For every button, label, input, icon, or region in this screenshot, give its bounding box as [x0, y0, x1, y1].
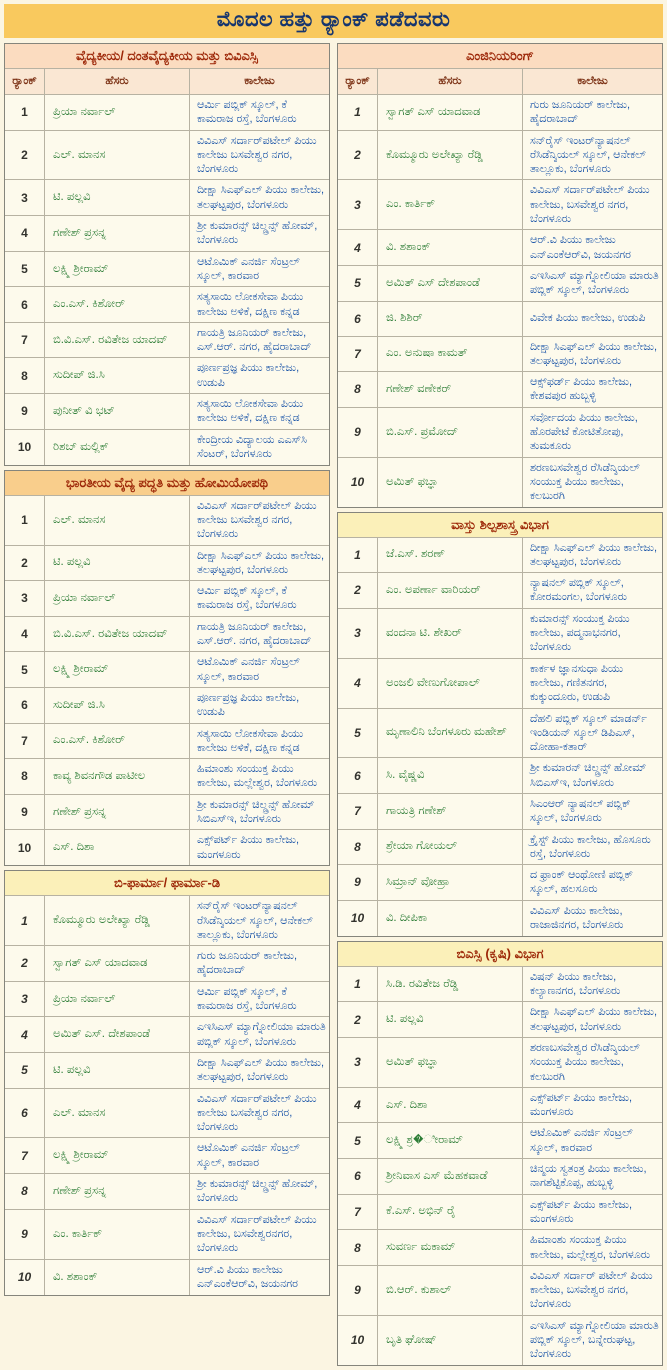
left-column	[4, 43, 330, 1296]
table-columns	[4, 43, 663, 1366]
table-row	[5, 1138, 329, 1174]
rank-cell: 6	[5, 1089, 45, 1138]
name-cell: ಶ್ರೀನಿವಾಸ ಎಸ್ ಮೆಹಕವಾಡೆ	[378, 1159, 523, 1194]
table-row	[5, 652, 329, 688]
college-cell: ದೆಹಲಿ ಪಬ್ಲಿಕ್ ಸ್ಕೂಲ್ ಮಾಡರ್ನ್ ಇಂಡಿಯನ್ ಸ್ಕೂಲ್ ಡಿಪಿಎಸ್, ದೋಹಾ-ಕತಾರ್	[530, 712, 647, 754]
name-cell: ಪುನೀತ್ ವಿ ಭಟ್	[45, 394, 190, 429]
college-cell: ಹಿಮಾಂಶು ಸಂಯುಕ್ತ ಪಿಯು ಕಾಲೇಜು, ಮಲ್ಲೇಶ್ವರ, ಬೆಂಗಳೂರು	[530, 1234, 651, 1261]
rank-cell: 7	[338, 794, 378, 829]
college-cell: ಆಟೊಮಿಕ್ ಎನರ್ಜಿ ಸೆಂಟ್ರಲ್ ಸ್ಕೂಲ್, ಕಾರವಾರ	[197, 255, 300, 282]
college-cell: ದೀಕ್ಷಾ ಸಿಎಫ್‌ಎಲ್ ಪಿಯು ಕಾಲೇಜು, ತಲಘಟ್ಟಪುರ, ಬೆಂಗಳೂರು	[530, 1006, 658, 1033]
table-row	[338, 1159, 662, 1195]
name-cell: ಲಕ್ಷ್ಮಿ ಶ್ರೀರಾಮ್	[45, 1138, 190, 1173]
rank-cell: 10	[5, 830, 45, 865]
table-row	[338, 758, 662, 794]
name-column-header: ಹೆಸರು	[45, 69, 190, 94]
table-row	[5, 180, 329, 216]
college-cell: ವಿವಿಎಸ್ ಸರ್ದಾರ್ ಪಟೇಲ್ ಪಿಯು ಕಾಲೇಜು, ಬಸವೇಶ್ವರ ನಗರ, ಬೆಂಗಳೂರು	[530, 1269, 653, 1311]
section-title: ಭಾರತೀಯ ವೈದ್ಯ ಪದ್ಧತಿ ಮತ್ತು ಹೋಮಿಯೋಪಥಿ	[5, 471, 329, 496]
table-row	[5, 1174, 329, 1210]
name-cell: ಟಿ. ಪಲ್ಲವಿ	[45, 546, 190, 581]
college-column-header: ಕಾಲೇಜು	[244, 75, 275, 87]
college-cell: ಗಾಯತ್ರಿ ಜೂನಿಯರ್ ಕಾಲೇಜು, ಎಸ್.ಆರ್. ನಗರ, ಹೈದರಾಬಾದ್	[197, 326, 312, 354]
table-row	[338, 609, 662, 659]
name-cell: ಕೊಮ್ಮೂರು ಅಲೇಖ್ಯಾ ರೆಡ್ಡಿ	[378, 131, 523, 180]
rank-cell: 3	[5, 982, 45, 1017]
rank-column-header: ರ‍್ಯಾಂಕ್	[5, 69, 45, 94]
rank-cell: 2	[5, 946, 45, 981]
name-cell: ಕೆ.ಎಸ್. ಅಭಿನ್ ರೈ	[378, 1195, 523, 1230]
table-row	[5, 724, 329, 760]
rank-cell: 10	[338, 458, 378, 507]
college-cell: ದೀಕ್ಷಾ ಸಿಎಫ್‌ಎಲ್ ಪಿಯು ಕಾಲೇಜು, ತಲಘಟ್ಟಪುರ, ಬೆಂಗಳೂರು	[530, 340, 658, 367]
rank-cell: 7	[338, 1195, 378, 1230]
rank-cell: 3	[338, 1038, 378, 1087]
name-cell: ಸಿಮ್ರಾನ್ ವೋಹ್ರಾ	[378, 865, 523, 900]
table-row	[338, 901, 662, 936]
name-cell: ಸ್ವಾಗತ್ ಎಸ್ ಯಾದವಾಡ	[45, 946, 190, 981]
college-cell: ಕೇಂದ್ರೀಯ ವಿದ್ಯಾಲಯ ಎಎಸ್‌ಸಿ ಸೆಂಟರ್, ಬೆಂಗಳೂರು	[197, 433, 307, 461]
table-row	[5, 95, 329, 131]
rank-cell: 1	[338, 95, 378, 130]
rank-cell: 5	[5, 252, 45, 287]
rank-column-header: ರ‍್ಯಾಂಕ್	[338, 69, 378, 94]
rank-cell: 1	[338, 967, 378, 1002]
name-cell: ಅಮಿತ್ ಎಸ್ ದೇಶಪಾಂಡೆ	[378, 266, 523, 301]
rank-cell: 10	[5, 430, 45, 465]
name-cell: ಅಮಿತ್ ಎಸ್. ದೇಶಪಾಂಡೆ	[45, 1017, 190, 1052]
name-cell: ಸುವರ್ಣ ಮಕಾಮ್	[378, 1230, 523, 1265]
name-cell: ಸುದೀಪ್ ಜಿ.ಸಿ	[45, 688, 190, 723]
rank-cell: 3	[5, 581, 45, 616]
rank-cell: 6	[5, 688, 45, 723]
name-cell: ಅಂಜಲಿ ವೇಣುಗೋಪಾಲ್	[378, 659, 523, 708]
name-cell: ಟಿ. ಪಲ್ಲವಿ	[378, 1002, 523, 1037]
college-cell: ಶರಣಬಸವೇಶ್ವರ ರೆಸಿಡೆನ್ಶಿಯಲ್ ಸಂಯುಕ್ತ ಪಿಯು ಕಾಲೇಜು, ಕಲಬುರಗಿ	[530, 461, 640, 503]
college-cell: ಸರ್ವೋದಯ ಪಿಯು ಕಾಲೇಜು, ಹೊರಪೇಟೆ ಕೋಟಿತೋಪು, ತುಮಕೂರು	[530, 411, 638, 453]
name-cell: ವಿ. ಶಶಾಂಕ್	[378, 230, 523, 265]
table-row	[338, 1002, 662, 1038]
table-row	[5, 1089, 329, 1139]
table-row	[5, 216, 329, 252]
table-row	[338, 230, 662, 266]
table-row	[338, 709, 662, 759]
name-column-header: ಹೆಸರು	[378, 69, 523, 94]
name-cell: ಎಂ.ಎಸ್. ಕಿಶೋರ್	[45, 724, 190, 759]
rank-cell: 8	[5, 358, 45, 393]
college-cell: ಶ್ರೀ ಕುಮಾರನ್ಸ್ ಚಿಲ್ಡ್ರನ್ಸ್ ಹೋಮ್ ಸಿಬಿಎಸ್‌ಇ, ಬೆಂಗಳೂರು	[197, 798, 315, 825]
college-cell: ವಿಷನ್ ಪಿಯು ಕಾಲೇಜು, ಕಲ್ಯಾಣನಗರ, ಬೆಂಗಳೂರು	[530, 970, 621, 998]
name-cell: ಬಿ.ವಿ.ಎಸ್. ರವಿತೇಜ ಯಾದವ್	[45, 323, 190, 358]
college-cell: ಎಕ್ಸ್‌ಪರ್ಟ್ ಪಿಯು ಕಾಲೇಜು, ಮಂಗಳೂರು	[197, 834, 300, 861]
rank-cell: 7	[5, 724, 45, 759]
name-cell: ಗಣೇಶ್ ವಣೇಕರ್	[378, 372, 523, 407]
rank-cell: 9	[5, 1210, 45, 1259]
rank-cell: 7	[338, 337, 378, 372]
rank-cell: 2	[338, 131, 378, 180]
rank-table	[337, 941, 663, 1366]
table-row	[5, 581, 329, 617]
rank-cell: 3	[338, 609, 378, 658]
college-cell: ದೀಕ್ಷಾ ಸಿಎಫ್‌ಎಲ್ ಪಿಯು ಕಾಲೇಜು, ತಲಘಟ್ಟಪುರ, ಬೆಂಗಳೂರು	[197, 184, 325, 211]
rank-table	[337, 512, 663, 937]
rank-cell: 2	[338, 573, 378, 608]
rank-table	[4, 43, 330, 466]
rank-cell: 7	[5, 1138, 45, 1173]
rank-cell: 6	[338, 1159, 378, 1194]
table-row	[5, 1260, 329, 1295]
name-cell: ಎಂ. ಕಾರ್ತಿಕ್	[378, 180, 523, 229]
name-cell: ಎಸ್. ದಿಶಾ	[45, 830, 190, 865]
name-cell: ಗಣೇಶ್ ಪ್ರಸನ್ನ	[45, 795, 190, 830]
rank-cell: 6	[338, 302, 378, 336]
name-cell: ಎಂ.ಎಸ್. ಕಿಶೋರ್	[45, 287, 190, 322]
name-cell: ಬಿ.ಆರ್. ಕುಶಾಲ್	[378, 1266, 523, 1315]
rank-cell: 10	[338, 901, 378, 936]
rank-cell: 1	[338, 538, 378, 573]
table-row	[5, 394, 329, 430]
table-row	[338, 1316, 662, 1365]
college-cell: ಆಟೊಮಿಕ್ ಎನರ್ಜಿ ಸೆಂಟ್ರಲ್ ಸ್ಕೂಲ್, ಕಾರವಾರ	[197, 1142, 300, 1169]
name-cell: ಪ್ರಿಯಾ ನರ್ವಾಲ್	[45, 95, 190, 130]
name-cell: ಟಿ. ಪಲ್ಲವಿ	[45, 1053, 190, 1088]
table-row	[338, 95, 662, 131]
table-row	[5, 896, 329, 946]
rank-cell: 5	[5, 652, 45, 687]
college-cell: ಕುಮಾರನ್ಸ್ ಸಂಯುಕ್ತ ಪಿಯು ಕಾಲೇಜು, ಪದ್ಮನಾಭನಗರ, ಬೆಂಗಳೂರು	[530, 612, 630, 654]
rank-cell: 9	[338, 865, 378, 900]
table-row	[338, 1266, 662, 1316]
college-cell: ಶರಣಬಸವೇಶ್ವರ ರೆಸಿಡೆನ್ಶಿಯಲ್ ಸಂಯುಕ್ತ ಪಿಯು ಕಾಲೇಜು, ಕಲಬುರಗಿ	[530, 1041, 640, 1083]
table-row	[338, 131, 662, 181]
rank-cell: 3	[338, 180, 378, 229]
college-cell: ಸಿಎಂಆರ್ ನ್ಯಾಷನಲ್ ಪಬ್ಲಿಕ್ ಸ್ಕೂಲ್, ಬೆಂಗಳೂರು	[530, 797, 631, 825]
table-row	[5, 323, 329, 359]
section-title: ಎಂಜಿನಿಯರಿಂಗ್	[338, 44, 662, 69]
college-cell: ಎಇಸಿಎಸ್ ಮ್ಯಾಗ್ನೋಲಿಯಾ ಮಾರುತಿ ಪಬ್ಲಿಕ್ ಸ್ಕೂಲ್, ಬೆಂಗಳೂರು	[530, 269, 659, 297]
name-cell: ಲಕ್ಷ್ಮಿ ಶ್ರ�ೀರಾಮ್	[378, 1123, 523, 1158]
name-cell: ಪ್ರಿಯಾ ನರ್ವಾಲ್	[45, 581, 190, 616]
table-row	[338, 1088, 662, 1124]
rank-cell: 10	[338, 1316, 378, 1365]
college-cell: ಕಾರ್ಕಳ ಜ್ಞಾನಸುಧಾ ಪಿಯು ಕಾಲೇಜು, ಗಣಿತನಗರ, ಕುಕ್ಕುಂದೂರು, ಉಡುಪಿ	[530, 662, 624, 704]
table-row	[338, 1230, 662, 1266]
rank-cell: 9	[5, 795, 45, 830]
name-cell: ಎಲ್. ಮಾನಸ	[45, 131, 190, 180]
rank-cell: 1	[5, 896, 45, 945]
table-row	[5, 982, 329, 1018]
rank-cell: 3	[5, 180, 45, 215]
rank-cell: 8	[338, 830, 378, 865]
name-cell: ಗಣೇಶ್ ಪ್ರಸನ್ನ	[45, 216, 190, 251]
rank-cell: 4	[338, 230, 378, 265]
name-cell: ಎಂ. ಅನುಷಾ ಕಾಮತ್	[378, 337, 523, 372]
table-row	[5, 946, 329, 982]
college-cell: ದ ಫ್ರಾಂಕ್ ಆಂಥೋಣಿ ಪಬ್ಲಿಕ್ ಸ್ಕೂಲ್, ಹಲಸೂರು	[530, 869, 633, 896]
college-cell: ವಿವಿಎಸ್ ಸರ್ದಾರ್‌ಪಟೇಲ್ ಪಿಯು ಕಾಲೇಜು, ಬಸವೇಶ್ವರನಗರ, ಬೆಂಗಳೂರು	[197, 1213, 317, 1255]
rank-table	[4, 870, 330, 1295]
college-cell: ಶ್ರೀ ಕುಮಾರನ್ಸ್ ಚಿಲ್ಡ್ರನ್ಸ್ ಹೋಮ್, ಬೆಂಗಳೂರು	[197, 220, 318, 247]
college-cell: ವಿವಿಎಸ್ ಸರ್ದಾರ್‌ಪಟೇಲ್ ಪಿಯು ಕಾಲೇಜು ಬಸವೇಶ್ವರ ನಗರ, ಬೆಂಗಳೂರು	[197, 134, 317, 176]
name-cell: ಲಕ್ಷ್ಮಿ ಶ್ರೀರಾಮ್	[45, 252, 190, 287]
college-cell: ಸತ್ಯಸಾಯಿ ಲೋಕಸೇವಾ ಪಿಯು ಕಾಲೇಜು ಅಳಿಕೆ, ದಕ್ಷಿಣ ಕನ್ನಡ	[197, 727, 304, 754]
rank-cell: 2	[5, 131, 45, 180]
college-cell: ಪೂರ್ಣಪ್ರಜ್ಞ ಪಿಯು ಕಾಲೇಜು, ಉಡುಪಿ	[197, 691, 300, 719]
name-cell: ಅಮಿತ್ ಫಬ್ಞಾ	[378, 458, 523, 507]
rank-cell: 4	[338, 659, 378, 708]
name-cell: ಶ್ರೇಯಾ ಗೋಯಲ್	[378, 830, 523, 865]
table-row	[338, 538, 662, 574]
college-cell: ಸತ್ಯಸಾಯಿ ಲೋಕಸೇವಾ ಪಿಯು ಕಾಲೇಜು ಅಳಿಕೆ, ದಕ್ಷಿಣ ಕನ್ನಡ	[197, 291, 304, 318]
college-cell: ವಿವಿಎಸ್ ಪಿಯು ಕಾಲೇಜು, ರಾಜಾಜಿನಗರ, ಬೆಂಗಳೂರು	[530, 904, 624, 932]
name-cell: ಕಾವ್ಯ ಶಿವನಗೌಡ ಪಾಟೀಲ	[45, 759, 190, 794]
college-cell: ಆಕ್ಸ್‌ಫರ್ಡ್ ಪಿಯು ಕಾಲೇಜು, ಕೇಶವಪುರ ಹುಬ್ಬಳ್ಳಿ	[530, 376, 633, 403]
college-cell: ಆರ್.ವಿ ಪಿಯು ಕಾಲೇಜು ಎನ್‌ಎಂಕೆಆರ್‌ವಿ, ಜಯನಗರ	[530, 234, 631, 261]
college-cell: ಪೂರ್ಣಪ್ರಜ್ಞ ಪಿಯು ಕಾಲೇಜು, ಉಡುಪಿ	[197, 362, 300, 389]
college-cell: ಆಟೊಮಿಕ್ ಎನರ್ಜಿ ಸೆಂಟ್ರಲ್ ಸ್ಕೂಲ್, ಕಾರವಾರ	[197, 656, 300, 683]
rank-table	[337, 43, 663, 508]
rank-cell: 10	[5, 1260, 45, 1295]
table-row	[5, 252, 329, 288]
rank-cell: 7	[5, 323, 45, 358]
table-row	[338, 573, 662, 609]
name-cell: ಬಿ.ಎಸ್. ಪ್ರಮೋದ್	[378, 408, 523, 457]
college-cell: ಸನ್‌ರೈಸ್ ಇಂಟರ್‌ನ್ಯಾಷನಲ್ ರೆಸಿಡೆನ್ಶಿಯಲ್ ಸ್ಕೂಲ್, ಆನೇಕಲ್ ತಾಲ್ಲೂಕು, ಬೆಂಗಳೂರು	[530, 134, 646, 176]
table-row	[5, 795, 329, 831]
college-cell: ಎಕ್ಸ್‌ಪರ್ಟ್ ಪಿಯು ಕಾಲೇಜು, ಮಂಗಳೂರು	[530, 1091, 633, 1119]
table-row	[5, 496, 329, 546]
table-row	[5, 131, 329, 181]
rank-cell: 9	[5, 394, 45, 429]
name-cell: ಲಕ್ಷ್ಮಿ ಶ್ರೀರಾಮ್	[45, 652, 190, 687]
column-header-row	[5, 69, 329, 95]
college-cell: ಕ್ರೈಸ್ಟ್ ಪಿಯು ಕಾಲೇಜು, ಹೊಸೂರು ರಸ್ತೆ, ಬೆಂಗಳೂರು	[530, 833, 651, 860]
college-cell: ಎಇಸಿಎಸ್ ಮ್ಯಾಗ್ನೋಲಿಯಾ ಮಾರುತಿ ಪಬ್ಲಿಕ್ ಸ್ಕೂಲ್, ಬೆಂಗಳೂರು	[197, 1021, 326, 1048]
name-cell: ಎಲ್. ಮಾನಸ	[45, 1089, 190, 1138]
table-row	[338, 967, 662, 1003]
name-cell: ಬೃತಿ ಘೋಷ್	[378, 1316, 523, 1365]
college-cell: ವಿವಿಎಸ್ ಸರ್ದಾರ್‌ಪಟೇಲ್ ಪಿಯು ಕಾಲೇಜು, ಬಸವೇಶ್ವರ ನಗರ, ಬೆಂಗಳೂರು	[530, 184, 650, 226]
name-cell: ರಿಶಬ್ ಮಲ್ಲಿಕ್	[45, 430, 190, 465]
rank-cell: 5	[338, 266, 378, 301]
table-row	[338, 830, 662, 866]
rank-cell: 2	[338, 1002, 378, 1037]
name-cell: ಅಮಿತ್ ಫಬ್ಞಾ	[378, 1038, 523, 1087]
table-row	[5, 1053, 329, 1089]
name-cell: ಸ್ವಾಗತ್ ಎಸ್ ಯಾದವಾಡ	[378, 95, 523, 130]
college-cell: ಆರ್ಮಿ ಪಬ್ಲಿಕ್ ಸ್ಕೂಲ್, ಕೆ ಕಾಮರಾಜ ರಸ್ತೆ, ಬೆಂಗಳೂರು	[197, 985, 297, 1013]
section-title: ಬಿಎಸ್ಸಿ (ಕೃಷಿ) ವಿಭಾಗ	[338, 942, 662, 967]
college-cell: ದೀಕ್ಷಾ ಸಿಎಫ್‌ಎಲ್ ಪಿಯು ಕಾಲೇಜು, ತಲಘಟ್ಟಪುರ, ಬೆಂಗಳೂರು	[197, 549, 325, 576]
college-cell: ದೀಕ್ಷಾ ಸಿಎಫ್‌ಎಲ್ ಪಿಯು ಕಾಲೇಜು, ತಲಘಟ್ಟಪುರ, ಬೆಂಗಳೂರು	[197, 1056, 325, 1084]
rank-cell: 4	[338, 1088, 378, 1123]
college-cell: ಹಿಮಾಂಶು ಸಂಯುಕ್ತ ಪಿಯು ಕಾಲೇಜು, ಮಲ್ಲೇಶ್ವರ, ಬೆಂಗಳೂರು	[197, 763, 318, 790]
rank-cell: 5	[338, 1123, 378, 1158]
college-cell: ಗಾಯತ್ರಿ ಜೂನಿಯರ್ ಕಾಲೇಜು, ಎಸ್.ಆರ್. ನಗರ, ಹೈದರಾಬಾದ್	[197, 620, 312, 648]
rank-cell: 2	[5, 546, 45, 581]
rank-cell: 8	[338, 1230, 378, 1265]
name-cell: ಟಿ. ಪಲ್ಲವಿ	[45, 180, 190, 215]
college-cell: ಶ್ರೀ ಕುಮಾರನ್ಸ್ ಚಿಲ್ಡ್ರನ್ಸ್ ಹೋಮ್, ಬೆಂಗಳೂರು	[197, 1178, 318, 1205]
rank-cell: 8	[338, 372, 378, 407]
rank-cell: 4	[5, 617, 45, 652]
name-cell: ಎಸ್. ದಿಶಾ	[378, 1088, 523, 1123]
college-cell: ಗುರು ಜೂನಿಯರ್ ಕಾಲೇಜು, ಹೈದರಾಬಾದ್	[530, 99, 631, 126]
name-cell: ವಿ. ದೀಪಿಕಾ	[378, 901, 523, 936]
college-column-header: ಕಾಲೇಜು	[577, 75, 608, 87]
name-cell: ಬಿ.ವಿ.ಎಸ್. ರವಿತೇಜ ಯಾದವ್	[45, 617, 190, 652]
table-row	[5, 1017, 329, 1053]
table-row	[338, 337, 662, 373]
table-row	[338, 794, 662, 830]
column-header-row	[338, 69, 662, 95]
name-cell: ಜಿ. ಶಿಶಿರ್	[378, 302, 523, 336]
table-row	[5, 688, 329, 724]
college-cell: ದೀಕ್ಷಾ ಸಿಎಫ್‌ಎಲ್ ಪಿಯು ಕಾಲೇಜು, ತಲಘಟ್ಟಪುರ, ಬೆಂಗಳೂರು	[530, 541, 658, 568]
table-row	[338, 266, 662, 302]
college-cell: ವಿವೇಕ ಪಿಯು ಕಾಲೇಜು, ಉಡುಪಿ	[530, 312, 646, 325]
college-cell: ಚಿನ್ಮಯ ಸ್ವತಂತ್ರ ಪಿಯು ಕಾಲೇಜು, ನಾಗಶೆಟ್ಟಿಕೊಪ್ಪ, ಹುಬ್ಬಳ್ಳಿ	[530, 1163, 647, 1190]
college-cell: ಗುರು ಜೂನಿಯರ್ ಕಾಲೇಜು, ಹೈದರಾಬಾದ್	[197, 950, 298, 977]
name-cell: ಎಂ. ಅಪರ್ಣಾ ವಾರಿಯರ್	[378, 573, 523, 608]
table-row	[5, 430, 329, 465]
rank-cell: 1	[5, 496, 45, 545]
table-row	[5, 759, 329, 795]
table-row	[5, 617, 329, 653]
college-cell: ವಿವಿಎಸ್ ಸರ್ದಾರ್‌ಪಟೇಲ್ ಪಿಯು ಕಾಲೇಜು ಬಸವೇಶ್ವರ ನಗರ, ಬೆಂಗಳೂರು	[197, 499, 317, 541]
rank-cell: 5	[5, 1053, 45, 1088]
table-row	[5, 546, 329, 582]
rank-cell: 4	[5, 216, 45, 251]
rank-cell: 8	[5, 759, 45, 794]
rank-cell: 6	[338, 758, 378, 793]
table-row	[338, 372, 662, 408]
table-row	[338, 1038, 662, 1088]
college-cell: ನ್ಯಾಷನಲ್ ಪಬ್ಲಿಕ್ ಸ್ಕೂಲ್, ಕೋರಮಂಗಲ, ಬೆಂಗಳೂರು	[530, 577, 628, 604]
name-cell: ಪ್ರಿಯಾ ನರ್ವಾಲ್	[45, 982, 190, 1017]
college-cell: ಎಇಸಿಎಸ್ ಮ್ಯಾಗ್ನೋಲಿಯಾ ಮಾರುತಿ ಪಬ್ಲಿಕ್ ಸ್ಕೂಲ್, ಬನ್ನೇರುಘಟ್ಟ, ಬೆಂಗಳೂರು	[530, 1319, 659, 1361]
right-column	[337, 43, 663, 1366]
college-cell: ಆರ್.ವಿ ಪಿಯು ಕಾಲೇಜು ಎನ್‌ಎಂಕೆಆರ್‌ವಿ, ಜಯನಗರ	[197, 1263, 298, 1291]
name-cell: ವಂದನಾ ಟಿ. ಶೇಖರ್	[378, 609, 523, 658]
name-cell: ಮೃಣಾಲಿನಿ ಬೆಂಗಳೂರು ಮಹೇಶ್	[378, 709, 523, 758]
rank-cell: 4	[5, 1017, 45, 1052]
page-title: ಮೊದಲ ಹತ್ತು ರ‍್ಯಾಂಕ್ ಪಡೆದವರು	[4, 4, 663, 38]
name-cell: ಸುದೀಪ್ ಜಿ.ಸಿ	[45, 358, 190, 393]
table-row	[338, 1123, 662, 1159]
table-row	[338, 180, 662, 230]
section-title: ಬಿ-ಫಾರ್ಮಾ/ ಫಾರ್ಮಾ-ಡಿ	[5, 871, 329, 896]
rank-cell: 8	[5, 1174, 45, 1209]
college-cell: ಆರ್ಮಿ ಪಬ್ಲಿಕ್ ಸ್ಕೂಲ್, ಕೆ ಕಾಮರಾಜ ರಸ್ತೆ, ಬೆಂಗಳೂರು	[197, 99, 297, 126]
name-cell: ಜೆ.ಎಸ್. ಶರಣ್	[378, 538, 523, 573]
table-row	[338, 302, 662, 337]
table-row	[338, 865, 662, 901]
college-cell: ವಿವಿಎಸ್ ಸರ್ದಾರ್‌ಪಟೇಲ್ ಪಿಯು ಕಾಲೇಜು ಬಸವೇಶ್ವರ ನಗರ, ಬೆಂಗಳೂರು	[197, 1092, 317, 1134]
table-row	[5, 287, 329, 323]
table-row	[5, 1210, 329, 1260]
college-cell: ಎಕ್ಸ್‌ಪರ್ಟ್ ಪಿಯು ಕಾಲೇಜು, ಮಂಗಳೂರು	[530, 1198, 633, 1225]
college-cell: ಆಟೊಮಿಕ್ ಎನರ್ಜಿ ಸೆಂಟ್ರಲ್ ಸ್ಕೂಲ್, ಕಾರವಾರ	[530, 1127, 633, 1154]
rank-cell: 1	[5, 95, 45, 130]
rank-table	[4, 470, 330, 867]
rank-cell: 6	[5, 287, 45, 322]
name-cell: ಎಂ. ಕಾರ್ತಿಕ್	[45, 1210, 190, 1259]
section-title: ವೈದ್ಯಕೀಯ/ ದಂತವೈದ್ಯಕೀಯ ಮತ್ತು ಬಿವಿಎಸ್ಸಿ	[5, 44, 329, 69]
college-cell: ಸನ್‌ರೈಸ್ ಇಂಟರ್‌ನ್ಯಾಷನಲ್ ರೆಸಿಡೆನ್ಶಿಯಲ್ ಸ್ಕೂಲ್, ಆನೇಕಲ್ ತಾಲ್ಲೂಕು, ಬೆಂಗಳೂರು	[197, 900, 313, 941]
name-cell: ಗಣೇಶ್ ಪ್ರಸನ್ನ	[45, 1174, 190, 1209]
section-title: ವಾಸ್ತು ಶಿಲ್ಪಶಾಸ್ತ್ರ ವಿಭಾಗ	[338, 513, 662, 538]
name-cell: ವಿ. ಶಶಾಂಕ್	[45, 1260, 190, 1295]
college-cell: ಆರ್ಮಿ ಪಬ್ಲಿಕ್ ಸ್ಕೂಲ್, ಕೆ ಕಾಮರಾಜ ರಸ್ತೆ, ಬೆಂಗಳೂರು	[197, 585, 297, 612]
table-row	[338, 408, 662, 458]
rank-cell: 9	[338, 408, 378, 457]
name-cell: ಎಲ್. ಮಾನಸ	[45, 496, 190, 545]
rank-cell: 5	[338, 709, 378, 758]
table-row	[338, 458, 662, 507]
name-cell: ಸಿ. ವೈಷ್ಣವಿ	[378, 758, 523, 793]
name-cell: ಕೊಮ್ಮೂರು ಅಲೇಖ್ಯಾ ರೆಡ್ಡಿ	[45, 896, 190, 945]
name-cell: ಸಿ.ಡಿ. ರವಿತೇಜ ರೆಡ್ಡಿ	[378, 967, 523, 1002]
college-cell: ಶ್ರೀ ಕುಮಾರನ್ ಚಿಲ್ಡ್ರನ್ಸ್ ಹೋಮ್ ಸಿಬಿಎಸ್‌ಇ, ಬೆಂಗಳೂರು	[530, 762, 647, 789]
table-row	[5, 358, 329, 394]
table-row	[338, 659, 662, 709]
college-cell: ಸತ್ಯಸಾಯಿ ಲೋಕಸೇವಾ ಪಿಯು ಕಾಲೇಜು ಅಳಿಕೆ, ದಕ್ಷಿಣ ಕನ್ನಡ	[197, 398, 304, 425]
rank-cell: 9	[338, 1266, 378, 1315]
name-cell: ಗಾಯತ್ರಿ ಗಣೇಶ್	[378, 794, 523, 829]
table-row	[5, 830, 329, 865]
